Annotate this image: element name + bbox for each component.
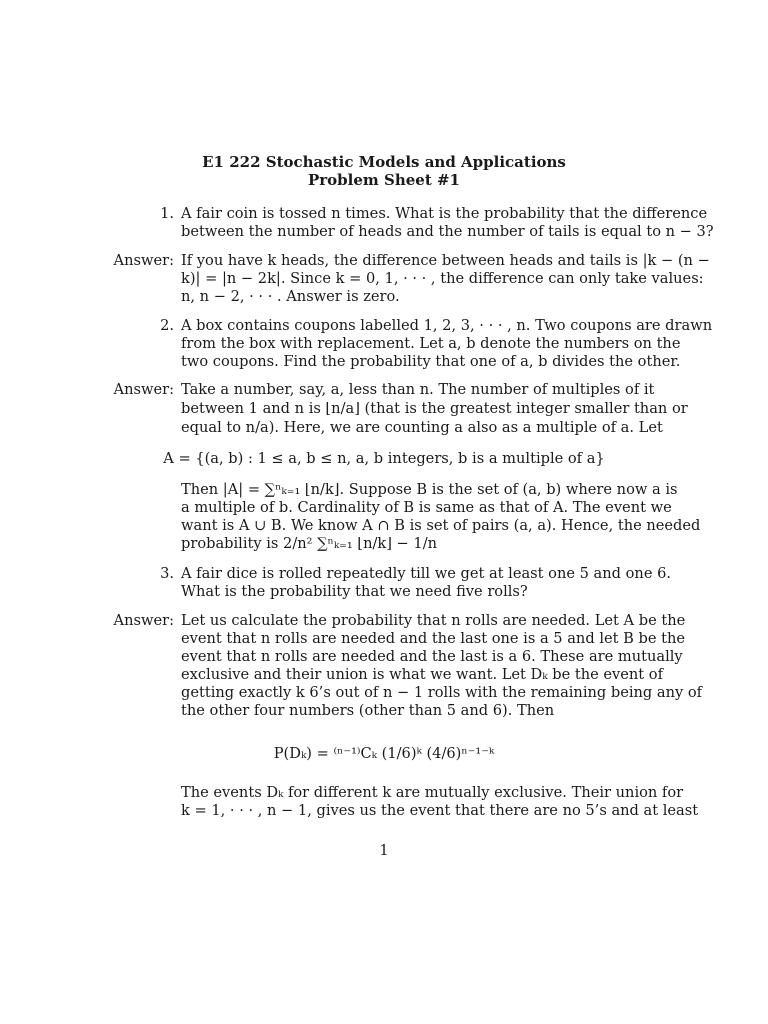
question-3-line-1: A fair dice is rolled repeatedly till we get at least one 5 and one 6. [181, 565, 672, 582]
set-definition-equation: A = {(a, b) : 1 ≤ a, b ≤ n, a, b integers, b is a multiple of a} [163, 450, 605, 467]
answer-3-line-5: getting exactly k 6’s out of n − 1 rolls with the remaining being any of [181, 684, 703, 701]
answer-2-line-3: equal to n/a). Here, we are counting a also as a multiple of a. Let [181, 419, 663, 436]
question-1-line-2: between the number of heads and the number of tails is equal to n − 3? [181, 223, 714, 240]
answer-1-label: Answer: [113, 252, 174, 269]
answer-3-label: Answer: [113, 612, 174, 629]
answer-1-line-3: n, n − 2, · · · . Answer is zero. [181, 288, 400, 305]
answer-3-line-7: The events Dₖ for different k are mutually exclusive. Their union for [181, 784, 684, 801]
answer-3-line-2: event that n rolls are needed and the last one is a 5 and let B be the [181, 630, 686, 647]
answer-3-line-6: the other four numbers (other than 5 and 6). Then [181, 702, 555, 719]
answer-2-line-2: between 1 and n is ⌊n/a⌋ (that is the greatest integer smaller than or [181, 400, 688, 417]
question-2-line-2: from the box with replacement. Let a, b denote the numbers on the [181, 335, 681, 352]
page-number: 1 [379, 842, 389, 859]
answer-1-line-1: If you have k heads, the difference between heads and tails is |k − (n − [181, 252, 710, 269]
question-2-number: 2. [160, 317, 174, 334]
answer-3-line-3: event that n rolls are needed and the last is a 6. These are mutually [181, 648, 683, 665]
document-title: E1 222 Stochastic Models and Applications [202, 153, 566, 171]
question-2-line-3: two coupons. Find the probability that one of a, b divides the other. [181, 353, 681, 370]
answer-3-line-1: Let us calculate the probability that n rolls are needed. Let A be the [181, 612, 686, 629]
question-2-line-1: A box contains coupons labelled 1, 2, 3, · · · , n. Two coupons are drawn [181, 317, 713, 334]
question-3-number: 3. [160, 565, 174, 582]
probability-dk-equation: P(Dₖ) = ⁽ⁿ⁻¹⁾Cₖ (1/6)ᵏ (4/6)ⁿ⁻¹⁻ᵏ [273, 745, 495, 762]
answer-1-line-2: k)| = |n − 2k|. Since k = 0, 1, · · · , the difference can only take values: [181, 270, 704, 287]
document-subtitle: Problem Sheet #1 [308, 171, 460, 189]
answer-2-line-5: a multiple of b. Cardinality of B is same as that of A. The event we [181, 499, 672, 516]
question-1-number: 1. [160, 205, 174, 222]
answer-2-line-6: want is A ∪ B. We know A ∩ B is set of pairs (a, a). Hence, the needed [181, 517, 701, 534]
answer-2-label: Answer: [113, 381, 174, 398]
answer-2-line-7: probability is 2/n² ∑ⁿₖ₌₁ ⌊n/k⌋ − 1/n [181, 535, 438, 552]
answer-2-line-1: Take a number, say, a, less than n. The number of multiples of it [181, 381, 655, 398]
answer-2-line-4: Then |A| = ∑ⁿₖ₌₁ ⌊n/k⌋. Suppose B is the set of (a, b) where now a is [181, 481, 678, 498]
answer-3-line-8: k = 1, · · · , n − 1, gives us the event that there are no 5’s and at least [181, 802, 699, 819]
question-3-line-2: What is the probability that we need five rolls? [181, 583, 528, 600]
question-1-line-1: A fair coin is tossed n times. What is the probability that the difference [181, 205, 708, 222]
answer-3-line-4: exclusive and their union is what we want. Let Dₖ be the event of [181, 666, 663, 683]
